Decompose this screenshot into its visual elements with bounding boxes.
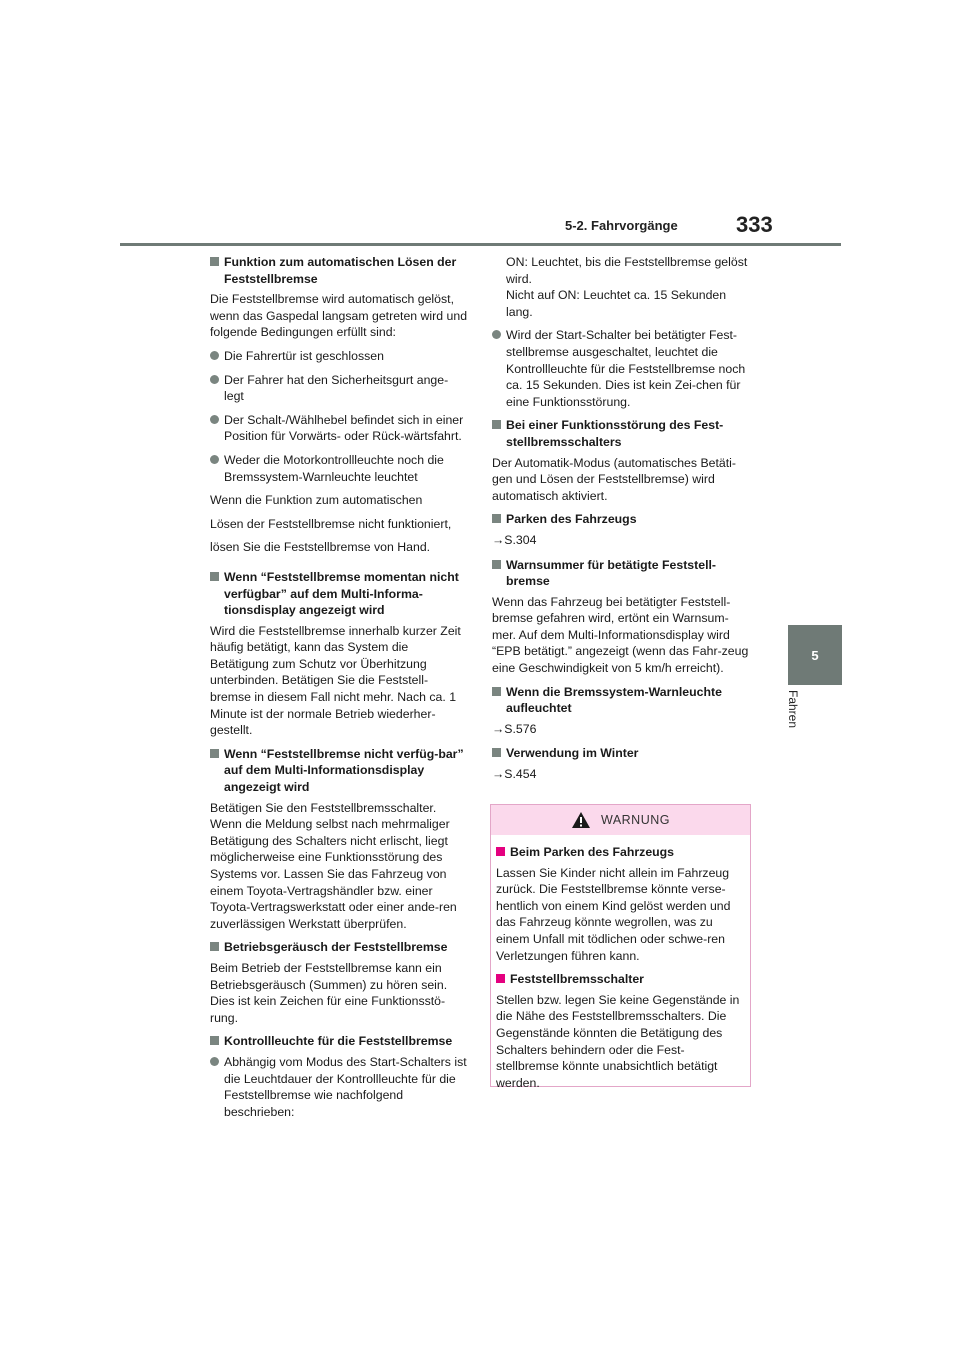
list-item: Der Schalt-/Wählhebel befindet sich in einer Position für Vorwärts- oder Rück-wärtsfahrt. <box>210 412 468 445</box>
paragraph: Wenn das Fahrzeug bei betätigter Feststell-bremse gefahren wird, ertönt ein Warnsum-mer. Auf dem Multi-Informationsdisplay wird “EPB betätigt.” angezeigt (wenn das Fahr-zeug eine Geschwindigkeit von 5 km/h erreicht). <box>492 594 749 676</box>
paragraph: Nicht auf ON: Leuchtet ca. 15 Sekunden lang. <box>506 288 727 319</box>
paragraph: lösen Sie die Feststellbremse von Hand. <box>210 540 431 555</box>
paragraph: ON: Leuchtet, bis die Feststellbremse gelöst wird. <box>506 255 748 286</box>
round-bullet-icon <box>210 415 219 424</box>
warning-body <box>491 835 750 1091</box>
paragraph: Die Feststellbremse wird automatisch gelöst, wenn das Gaspedal langsam getreten wird und folgende Bedingungen erfüllt sind: <box>210 292 468 340</box>
paragraph: Wenn die Funktion zum automatischen <box>210 493 423 508</box>
warning-triangle-icon <box>571 811 591 829</box>
heading-auto-release: Funktion zum automatischen Lösen der Feststellbremse <box>210 254 468 287</box>
page-reference-link[interactable]: →S.576 <box>492 721 537 736</box>
paragraph: Lassen Sie Kinder nicht allein im Fahrzeug zurück. Die Feststellbremse könnte verse-hentlich von einem Kind gelöst werden und das Fahrzeug könnte wegrollen, was zu einem Unfall mit tödlichen oder schwe-ren Verletzungen führen kann. <box>496 865 731 963</box>
warning-heading-parking: Beim Parken des Fahrzeugs <box>496 844 745 861</box>
section-title: 5-2. Fahrvorgänge <box>565 218 678 233</box>
square-bullet-icon <box>210 572 219 581</box>
heading-buzzer: Warnsummer für betätigte Feststell-bremse <box>492 557 750 590</box>
left-column <box>210 254 468 1127</box>
page-number: 333 <box>736 212 773 237</box>
round-bullet-icon <box>210 455 219 464</box>
square-bullet-icon <box>492 514 501 523</box>
paragraph: Beim Betrieb der Feststellbremse kann ein Betriebsgeräusch (Summen) zu hören sein. Dies ist kein Zeichen für eine Funktionsstö-rung. <box>210 960 448 1025</box>
round-bullet-icon <box>210 1057 219 1066</box>
square-bullet-icon <box>496 974 505 983</box>
list-item: Wird der Start-Schalter bei betätigter Fest-stellbremse ausgeschaltet, leuchtet die Kontrollleuchte für die Feststellbremse noch ca. 15 Sekunden. Dies ist kein Zei-chen für eine Funktionsstörung. <box>492 327 750 410</box>
header-rule <box>120 243 841 246</box>
square-bullet-icon <box>492 748 501 757</box>
square-bullet-icon <box>210 942 219 951</box>
list-item: Abhängig vom Modus des Start-Schalters ist die Leuchtdauer der Kontrollleuchte für die Feststellbremse wie nachfolgend beschrieben: <box>210 1054 468 1120</box>
paragraph: Stellen bzw. legen Sie keine Gegenstände in die Nähe des Feststellbremsschalters. Die Gegenstände könnten die Betätigung des Schalters behindern oder die Fest-stellbremse könnte unabsichtlich betätigt werden. <box>496 992 740 1090</box>
round-bullet-icon <box>210 351 219 360</box>
list-item: Der Fahrer hat den Sicherheitsgurt ange-legt <box>210 372 468 405</box>
chapter-label-container <box>786 690 802 740</box>
square-bullet-icon <box>210 257 219 266</box>
heading-not-available-now: Wenn “Feststellbremse momentan nicht verfügbar” auf dem Multi-Informa-tionsdisplay angezeigt wird <box>210 569 468 619</box>
warning-title: WARNUNG <box>600 813 670 827</box>
paragraph: Betätigen Sie den Feststellbremsschalter. Wenn die Meldung selbst nach mehrmaliger Betätigung des Schalters nicht erlischt, liegt möglicherweise eine Funktionsstörung des Systems vor. Lassen Sie das Fahrzeug von einem Toyota-Vertragshändler bzw. einer Toyota-Vertragswerkstatt oder einer ande-ren zuverlässigen Werkstatt überprüfen. <box>210 800 457 931</box>
warning-heading-switch: Feststellbremsschalter <box>496 971 745 988</box>
heading-not-available: Wenn “Feststellbremse nicht verfüg-bar” auf dem Multi-Informationsdisplay angezeigt wird <box>210 746 468 796</box>
heading-indicator: Kontrollleuchte für die Feststellbremse <box>210 1033 468 1050</box>
heading-winter: Verwendung im Winter <box>492 745 750 762</box>
warning-box <box>490 804 751 1090</box>
paragraph: Lösen der Feststellbremse nicht funktioniert, <box>210 516 452 531</box>
heading-noise: Betriebsgeräusch der Feststellbremse <box>210 939 468 956</box>
round-bullet-icon <box>210 375 219 384</box>
page-reference-link[interactable]: →S.454 <box>492 767 537 782</box>
round-bullet-icon <box>492 330 501 339</box>
list-item: Weder die Motorkontrollleuchte noch die Bremssystem-Warnleuchte leuchtet <box>210 452 468 485</box>
chapter-number: 5 <box>811 647 819 663</box>
square-bullet-icon <box>210 1036 219 1045</box>
square-bullet-icon <box>492 560 501 569</box>
chapter-label: Fahren <box>786 690 800 729</box>
square-bullet-icon <box>492 420 501 429</box>
page-reference-link[interactable]: →S.304 <box>492 532 537 547</box>
heading-parking: Parken des Fahrzeugs <box>492 511 750 528</box>
square-bullet-icon <box>492 687 501 696</box>
list-item: Die Fahrertür ist geschlossen <box>210 348 468 365</box>
warning-header <box>491 805 750 835</box>
paragraph: Der Automatik-Modus (automatisches Betäti-gen und Lösen der Feststellbremse) wird automatisch aktiviert. <box>492 455 736 503</box>
heading-brake-warning-light: Wenn die Bremssystem-Warnleuchte aufleuchtet <box>492 684 750 717</box>
chapter-tab[interactable] <box>788 625 842 685</box>
square-bullet-icon <box>210 749 219 758</box>
right-column <box>492 254 750 791</box>
heading-switch-malfunction: Bei einer Funktionsstörung des Fest-stellbremsschalters <box>492 417 750 450</box>
square-bullet-icon <box>496 847 505 856</box>
paragraph: Wird die Feststellbremse innerhalb kurzer Zeit häufig betätigt, kann das System die Betätigung zum Schutz vor Überhitzung unterbinden. Betätigen Sie die Feststell-bremse in diesem Fall nicht mehr. Nach ca. 1 Minute ist der normale Betrieb wiederher-gestellt. <box>210 623 461 738</box>
